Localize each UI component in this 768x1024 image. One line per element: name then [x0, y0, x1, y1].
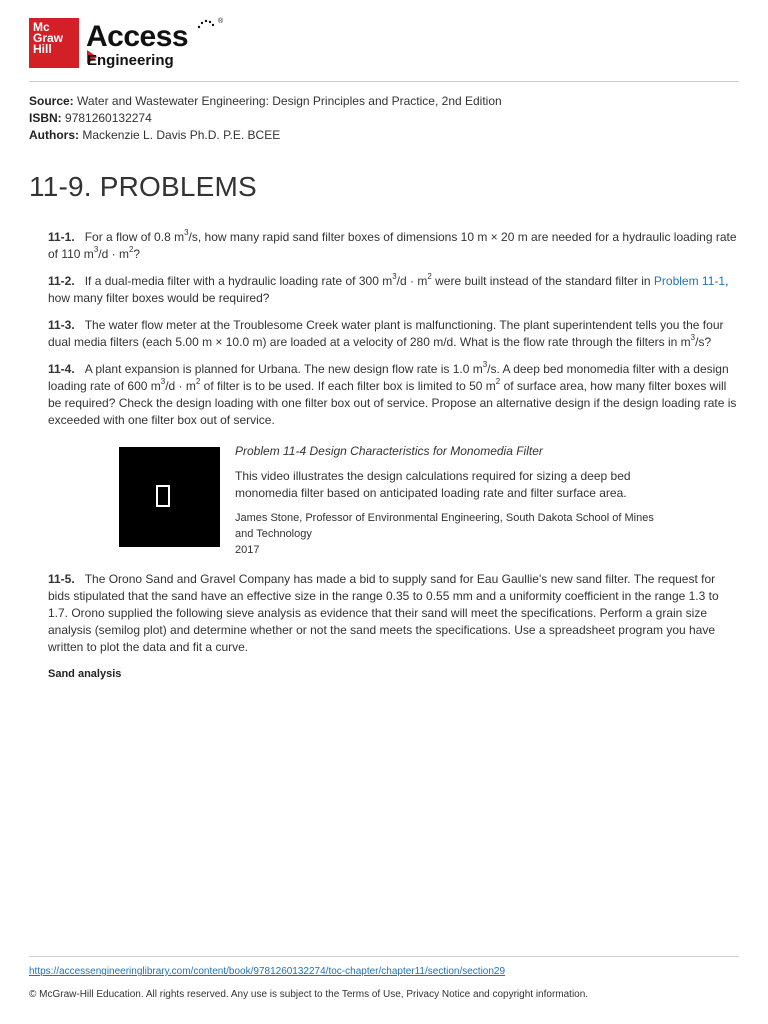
superscript: 3	[392, 272, 397, 281]
problem-number: 11-5.	[48, 572, 75, 586]
problem-11-4	[48, 361, 740, 429]
superscript: 2	[495, 377, 501, 386]
problem-11-5	[48, 571, 740, 656]
problem-text: were built instead of the standard filter in	[431, 274, 654, 288]
source-label: Source:	[29, 94, 74, 108]
authors-label: Authors:	[29, 128, 79, 142]
video-year: 2017	[235, 544, 260, 556]
superscript: 3	[93, 245, 99, 254]
superscript: 3	[690, 333, 696, 342]
video-embed	[48, 443, 740, 563]
problem-text: /d · m	[396, 274, 428, 288]
brand-dots-icon	[196, 18, 216, 30]
problem-text: /d · m	[98, 247, 129, 261]
problems-list	[48, 229, 740, 683]
logo-line-2: Graw	[33, 31, 64, 45]
source-metadata	[29, 93, 502, 144]
video-info	[235, 443, 655, 558]
problem-text: ?	[133, 247, 141, 261]
problem-text: /s, how many rapid sand filter boxes of dimensions 10 m × 20 m are needed for a hydraulic loading rate of 110 m	[48, 230, 737, 261]
problem-text: /d · m	[165, 379, 196, 393]
header-divider	[29, 81, 739, 82]
problem-11-1	[48, 229, 740, 263]
superscript: 3	[184, 228, 189, 237]
mcgraw-hill-logo[interactable]	[29, 18, 79, 68]
superscript: 3	[482, 360, 488, 369]
source-line	[29, 93, 502, 110]
problem-text: For a flow of 0.8 m	[84, 230, 185, 244]
superscript: 2	[128, 245, 134, 254]
problem-text: If a dual-media filter with a hydraulic loading rate of 300 m	[84, 274, 393, 288]
problem-text: of surface area, how many filter boxes will be required? Check the design loading with one filter box out of service. Propose an alternative design if the design loading rate is exceeded with one filter box out of service.	[48, 379, 737, 427]
video-placeholder-icon	[156, 485, 170, 507]
access-engineering-logo[interactable]	[86, 18, 224, 71]
footer-url-link[interactable]: https://accessengineeringlibrary.com/content/book/9781260132274/toc-chapter/chapter11/section/section29	[29, 966, 506, 977]
problem-text: of filter is to be used. If each filter box is limited to 50 m	[200, 379, 496, 393]
source-value: Water and Wastewater Engineering: Design Principles and Practice, 2nd Edition	[77, 94, 502, 108]
video-description: This video illustrates the design calculations required for sizing a deep bed monomedia filter based on anticipated loading rate and filter surface area.	[235, 469, 631, 500]
problem-number: 11-1.	[48, 230, 75, 244]
problem-11-2	[48, 273, 740, 307]
footer-copyright: © McGraw-Hill Education. All rights reserved. Any use is subject to the Terms of Use, Privacy Notice and copyright information.	[29, 989, 589, 1000]
registered-mark: ®	[218, 18, 224, 25]
isbn-label: ISBN:	[29, 111, 62, 125]
video-title[interactable]: Problem 11-4 Design Characteristics for Monomedia Filter	[235, 444, 543, 458]
superscript: 3	[160, 377, 166, 386]
problem-11-1-link[interactable]: Problem 11-1	[653, 274, 726, 288]
problem-number: 11-2.	[48, 274, 75, 288]
logo-line-1: Mc	[33, 20, 50, 34]
problem-text: A plant expansion is planned for Urbana. The new design flow rate is 1.0 m	[84, 362, 483, 376]
superscript: 2	[195, 377, 201, 386]
isbn-line	[29, 110, 502, 127]
sand-analysis-heading: Sand analysis	[48, 668, 122, 680]
problem-11-3	[48, 317, 740, 351]
problem-number: 11-4.	[48, 362, 75, 376]
brand-sub-text: Engineering	[87, 52, 174, 69]
video-author: James Stone, Professor of Environmental Engineering, South Dakota School of Mines and Technology	[235, 512, 654, 540]
brand-main-text: Access	[86, 20, 189, 53]
problem-text: The water flow meter at the Troublesome Creek water plant is malfunctioning. The plant superintendent tells you the four dual media filters (each 5.00 m × 10.0 m) are loaded at a velocity of 280 m/d. What is the flow rate through the filters in m	[48, 318, 724, 349]
video-thumbnail[interactable]	[119, 447, 220, 547]
authors-value: Mackenzie L. Davis Ph.D. P.E. BCEE	[82, 128, 281, 142]
problem-text: The Orono Sand and Gravel Company has made a bid to supply sand for Eau Gaullie's new sand filter. The request for bids stipulated that the sand have an effective size in the range 0.35 to 0.55 mm and a uniformity coefficient in the range 1.3 to 1.7. Orono supplied the following sieve analysis as evidence that their sand will meet the specifications. Perform a grain size analysis (semilog plot) and determine whether or not the sand meets the specifications. Use a spreadsheet program you have written to plot the data and fit a curve.	[48, 572, 719, 654]
problem-text: /s?	[695, 335, 712, 349]
page-title: 11-9. PROBLEMS	[29, 171, 257, 202]
problem-number: 11-3.	[48, 318, 75, 332]
problem-text: , how many filter boxes would be required?	[48, 274, 729, 305]
problem-text: /s. A deep bed monomedia filter with a design loading rate of 600 m	[48, 362, 729, 393]
logo-line-3: Hill	[33, 42, 52, 56]
authors-line	[29, 127, 502, 144]
footer-divider	[29, 956, 739, 957]
superscript: 2	[427, 272, 432, 281]
isbn-value: 9781260132274	[65, 111, 152, 125]
